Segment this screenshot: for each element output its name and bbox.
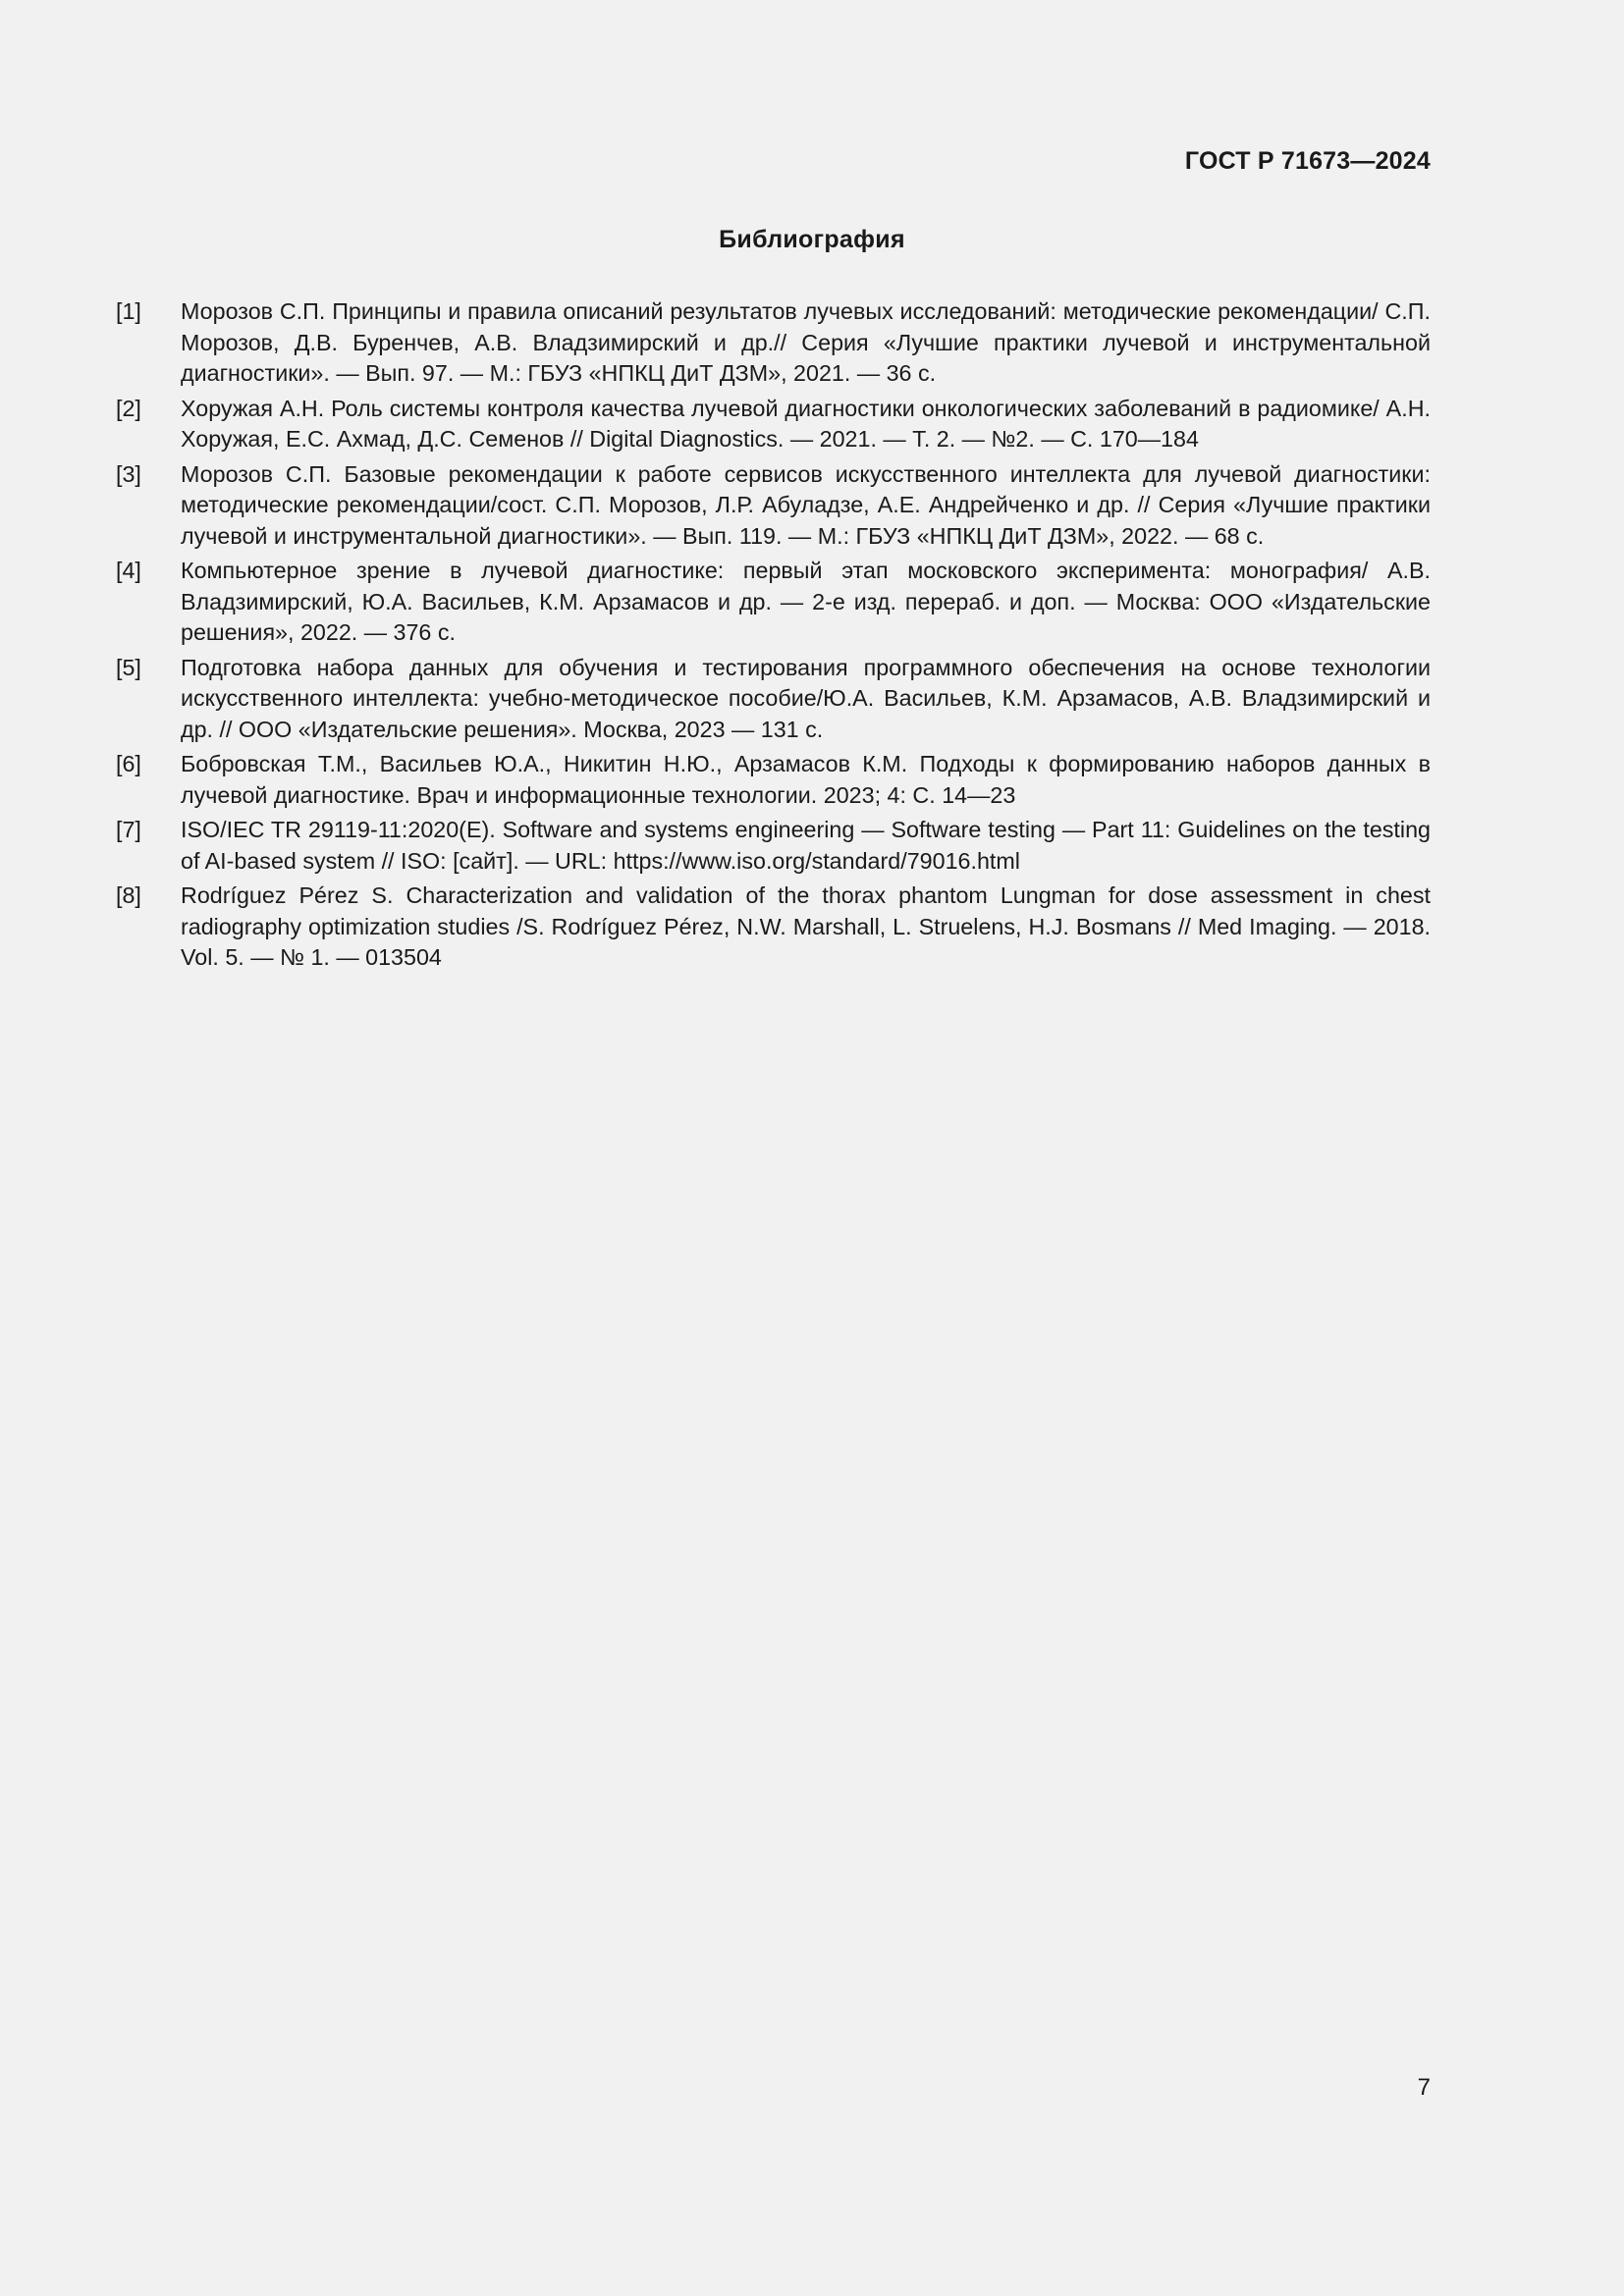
bibliography-item bbox=[116, 394, 1431, 455]
bibliography-title: Библиография bbox=[719, 226, 905, 253]
reference-number: [5] bbox=[116, 654, 141, 680]
reference-text: Бобровская Т.М., Васильев Ю.А., Никитин Н.Ю., Арзамасов К.М. Подходы к формированию наборов данных в лучевой диагностике. Врач и информационные технологии. 2023; 4: С. 14—23 bbox=[181, 751, 1431, 808]
reference-number: [4] bbox=[116, 558, 141, 583]
bibliography-item bbox=[116, 296, 1431, 390]
reference-text: Rodríguez Pérez S. Characterization and validation of the thorax phantom Lungman for dose assessment in chest radiography optimization studies /S. Rodríguez Pérez, N.W. Marshall, L. Struelens, H.J. Bosmans // Med Imaging. — 2018. Vol. 5. — № 1. — 013504 bbox=[181, 882, 1431, 970]
reference-text: Морозов С.П. Базовые рекомендации к работе сервисов искусственного интеллекта для лучевой диагностики: методические рекомендации/сост. С.П. Морозов, Л.Р. Абуладзе, А.Е. Андрейченко и др. // Серия «Лучшие практики лучевой и инструментальной диагностики». — Вып. 119. — М.: ГБУЗ «НПКЦ ДиТ ДЗМ», 2022. — 68 с. bbox=[181, 460, 1431, 549]
bibliography-item bbox=[116, 653, 1431, 746]
reference-number: [8] bbox=[116, 882, 141, 908]
reference-text: Компьютерное зрение в лучевой диагностике: первый этап московского эксперимента: монография/ А.В. Владзимирский, Ю.А. Васильев, К.М. Арзамасов и др. — 2-е изд. перераб. и доп. — Москва: ООО «Издательские решения», 2022. — 376 с. bbox=[181, 558, 1431, 645]
reference-number: [1] bbox=[116, 298, 141, 324]
document-code: ГОСТ Р 71673—2024 bbox=[1184, 147, 1431, 175]
reference-number: [7] bbox=[116, 817, 141, 842]
reference-number: [3] bbox=[116, 460, 141, 487]
reference-text: Хоружая А.Н. Роль системы контроля качества лучевой диагностики онкологических заболеваний в радиомике/ А.Н. Хоружая, Е.С. Ахмад, Д.С. Семенов // Digital Diagnostics. — 2021. — Т. 2. — №2. — С. 170—184 bbox=[181, 395, 1431, 452]
bibliography-list bbox=[116, 296, 1431, 978]
bibliography-item bbox=[116, 815, 1431, 877]
page-number: 7 bbox=[1417, 2074, 1431, 2101]
reference-number: [6] bbox=[116, 751, 141, 776]
reference-number: [2] bbox=[116, 395, 141, 421]
bibliography-item bbox=[116, 881, 1431, 974]
reference-text: Подготовка набора данных для обучения и тестирования программного обеспечения на основе технологии искусственного интеллекта: учебно-методическое пособие/Ю.А. Васильев, К.М. Арзамасов, А.В. Владзимирский и др. // ООО «Издательские решения». Москва, 2023 — 131 с. bbox=[181, 654, 1431, 742]
reference-text: Морозов С.П. Принципы и правила описаний результатов лучевых исследований: методические рекомендации/ С.П. Морозов, Д.В. Буренчев, А.В. Владзимирский и др.// Серия «Лучшие практики лучевой и инструментальной диагностики». — Вып. 97. — М.: ГБУЗ «НПКЦ ДиТ ДЗМ», 2021. — 36 с. bbox=[181, 298, 1431, 386]
bibliography-item bbox=[116, 749, 1431, 811]
bibliography-item bbox=[116, 459, 1431, 553]
bibliography-item bbox=[116, 556, 1431, 649]
reference-text: ISO/IEC TR 29119-11:2020(E). Software and systems engineering — Software testing — Part 11: Guidelines on the testing of AI-based system // ISO: [сайт]. — URL: https://www.iso.org/standard/79016.html bbox=[181, 817, 1431, 874]
